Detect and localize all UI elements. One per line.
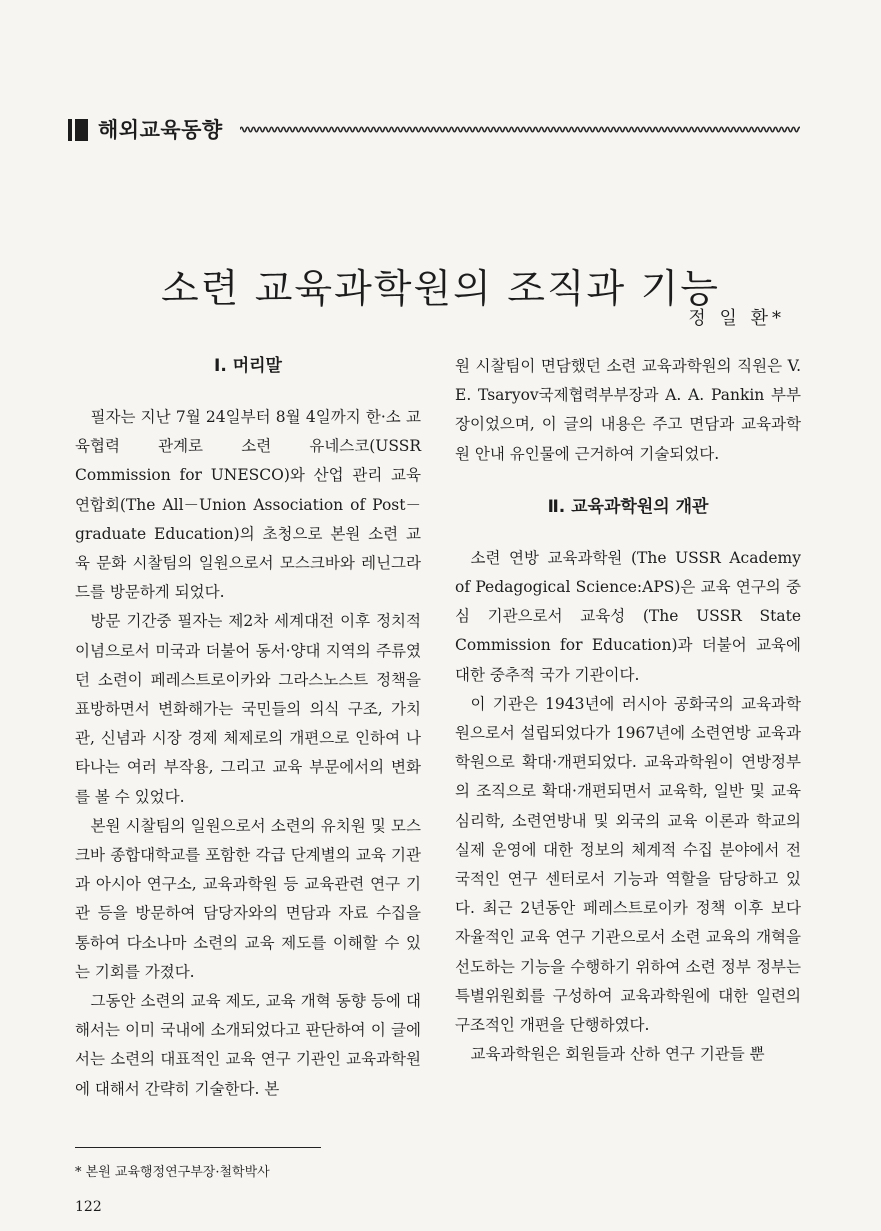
body-paragraph: 방문 기간중 필자는 제2차 세계대전 이후 정치적 이념으로서 미국과 더불어 동서·양대 지역의 주류였던 소련이 페레스트로이카와 그라스노스트 정책을 표방하면서 변화해가는 국민들의 의식 구조, 가치관, 신념과 시장 경제 체제로의 개편으로 인하여 나타나는 여러 부작용, 그리고 교육 부문에서의 변화를 볼 수 있었다. <box>75 612 421 806</box>
section-header <box>68 114 808 144</box>
footnote: * 본원 교육행정연구부장·철학박사 <box>75 1165 270 1180</box>
body-paragraph: 소련 연방 교육과학원 (The USSR Academy of Pedagogical Science:APS)은 교육 연구의 중심 기관으로서 교육성 (The USSR State Commission for Education)과 더불어 교육에 대한 중추적 국가 기관이다. <box>455 548 801 684</box>
section-title: 해외교육동향 <box>98 118 223 142</box>
body-paragraph-continued: 원 시찰팀이 면담했던 소련 교육과학원의 직원은 V. E. Tsaryov국제협력부부장과 A. A. Pankin 부부장이었으며, 이 글의 내용은 주고 면담과 교육과학원 안내 유인물에 근거하여 기술되었다. <box>455 357 801 463</box>
header-block-mark <box>75 119 88 141</box>
body-paragraph: 교육과학원은 회원들과 산하 연구 기관들 뿐 <box>470 1045 765 1064</box>
article-title: 소련 교육과학원의 조직과 기능 <box>161 267 720 313</box>
article-author: 정 일 환* <box>688 308 785 329</box>
right-column <box>455 352 801 1069</box>
page-number: 122 <box>75 1199 102 1215</box>
section-heading-overview: Ⅱ. 교육과학원의 개관 <box>547 496 709 517</box>
body-paragraph: 본원 시찰팀의 일원으로서 소련의 유치원 및 모스크바 종합대학교를 포함한 각급 단계별의 교육 기관과 아시아 연구소, 교육과학원 등 교육관련 연구 기관 등을 방문하여 담당자와의 면담과 자료 수집을 통하여 다소나마 소련의 교육 제도를 이해할 수 있는 기회를 가졌다. <box>75 816 421 981</box>
decorative-wave-line <box>240 125 800 134</box>
body-paragraph: 필자는 지난 7월 24일부터 8월 4일까지 한·소 교육협력 관계로 소련 유네스코(USSR Commission for UNESCO)와 산업 관리 교육 연합회(The All－Union Association of Post－graduate Education)의 초청으로 본원 소련 교육 문화 시찰팀의 일원으로서 모스크바와 레닌그라드를 방문하게 되었다. <box>75 408 421 602</box>
section-heading-intro: Ⅰ. 머리말 <box>214 356 282 376</box>
footnote-rule <box>75 1147 321 1148</box>
header-bar-mark <box>68 119 72 141</box>
body-paragraph: 이 기관은 1943년에 러시아 공화국의 교육과학원으로서 설립되었다가 1967년에 소련연방 교육과학원으로 확대·개편되었다. 교육과학원이 연방정부의 조직으로 확대·개편되면서 교육학, 일반 및 교육심리학, 소련연방내 및 외국의 교육 이론과 학교의 실제 운영에 대한 정보의 체계적 수집 분야에서 전국적인 연구 센터로서 기능과 역할을 담당하고 있다. 최근 2년동안 페레스트로이카 정책 이후 보다 자율적인 교육 연구 기관으로서 소련 교육의 개혁을 선도하는 기능을 수행하기 위하여 소련 정부 정부는 특별위원회를 구성하여 교육과학원에 대한 일련의 구조적인 개편을 단행하였다. <box>455 694 801 1035</box>
left-column <box>75 352 421 1104</box>
body-paragraph: 그동안 소련의 교육 제도, 교육 개혁 동향 등에 대해서는 이미 국내에 소개되었다고 판단하여 이 글에서는 소련의 대표적인 교육 연구 기관인 교육과학원에 대해서 간략히 기술한다. 본 <box>75 992 421 1098</box>
